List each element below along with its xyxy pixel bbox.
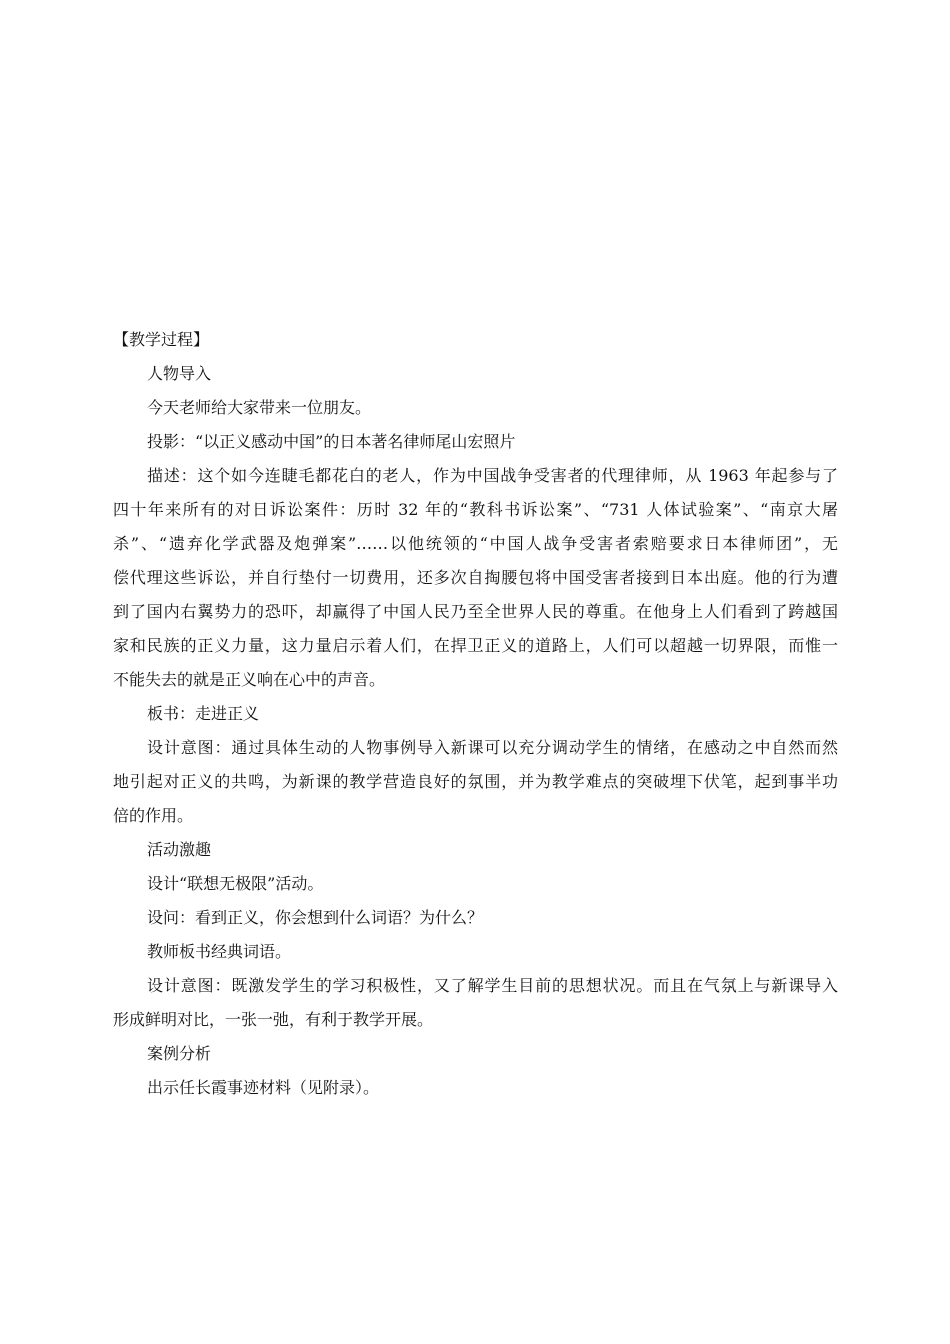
design-intent-paragraph (113, 731, 838, 833)
paragraph-line: 四十年来所有的对日诉讼案件：历时 32 年的“教科书诉讼案”、“731 人体试验案”、“南京大屠 (113, 500, 838, 519)
paragraph-line: 描述：这个如今连睫毛都花白的老人，作为中国战争受害者的代理律师，从 1963 年起参与了 (147, 466, 838, 485)
paragraph-line: 家和民族的正义力量，这力量启示着人们，在捍卫正义的道路上，人们可以超越一切界限，而惟一 (113, 636, 838, 655)
paragraph-line: 设计意图：通过具体生动的人物事例导入新课可以充分调动学生的情绪，在感动之中自然而然 (147, 738, 838, 757)
paragraph: 教师板书经典词语。 (147, 942, 292, 961)
paragraph: 设计“联想无极限”活动。 (147, 874, 324, 893)
paragraph: 投影：“以正义感动中国”的日本著名律师尾山宏照片 (147, 432, 516, 451)
paragraph-line: 不能失去的就是正义响在心中的声音。 (113, 670, 386, 689)
paragraph-line: 形成鲜明对比，一张一弛，有利于教学开展。 (113, 1010, 434, 1029)
paragraph: 今天老师给大家带来一位朋友。 (147, 398, 372, 417)
description-paragraph (113, 459, 838, 697)
paragraph-line: 杀”、“遗弃化学武器及炮弹案”……以他统领的“中国人战争受害者索赔要求日本律师团”，无 (113, 534, 838, 553)
paragraph: 设问：看到正义，你会想到什么词语？为什么？ (147, 908, 484, 927)
paragraph-line: 到了国内右翼势力的恐吓，却赢得了中国人民乃至全世界人民的尊重。在他身上人们看到了跨越国 (113, 602, 838, 621)
subheading-activity: 活动激趣 (147, 840, 212, 859)
paragraph-line: 倍的作用。 (113, 806, 194, 825)
paragraph-line: 设计意图：既激发学生的学习积极性，又了解学生目前的思想状况。而且在气氛上与新课导入 (147, 976, 838, 995)
subheading-character-intro: 人物导入 (147, 364, 212, 383)
document-body (113, 323, 838, 1105)
paragraph: 出示任长霞事迹材料（见附录）。 (147, 1078, 380, 1097)
section-heading: 【教学过程】 (113, 330, 210, 349)
design-intent-paragraph (113, 969, 838, 1037)
subheading-case-analysis: 案例分析 (147, 1044, 212, 1063)
paragraph: 板书：走进正义 (147, 704, 260, 723)
paragraph-line: 偿代理这些诉讼，并自行垫付一切费用，还多次自掏腰包将中国受害者接到日本出庭。他的行为遭 (113, 568, 838, 587)
paragraph-line: 地引起对正义的共鸣，为新课的教学营造良好的氛围，并为教学难点的突破埋下伏笔，起到事半功 (113, 772, 838, 791)
